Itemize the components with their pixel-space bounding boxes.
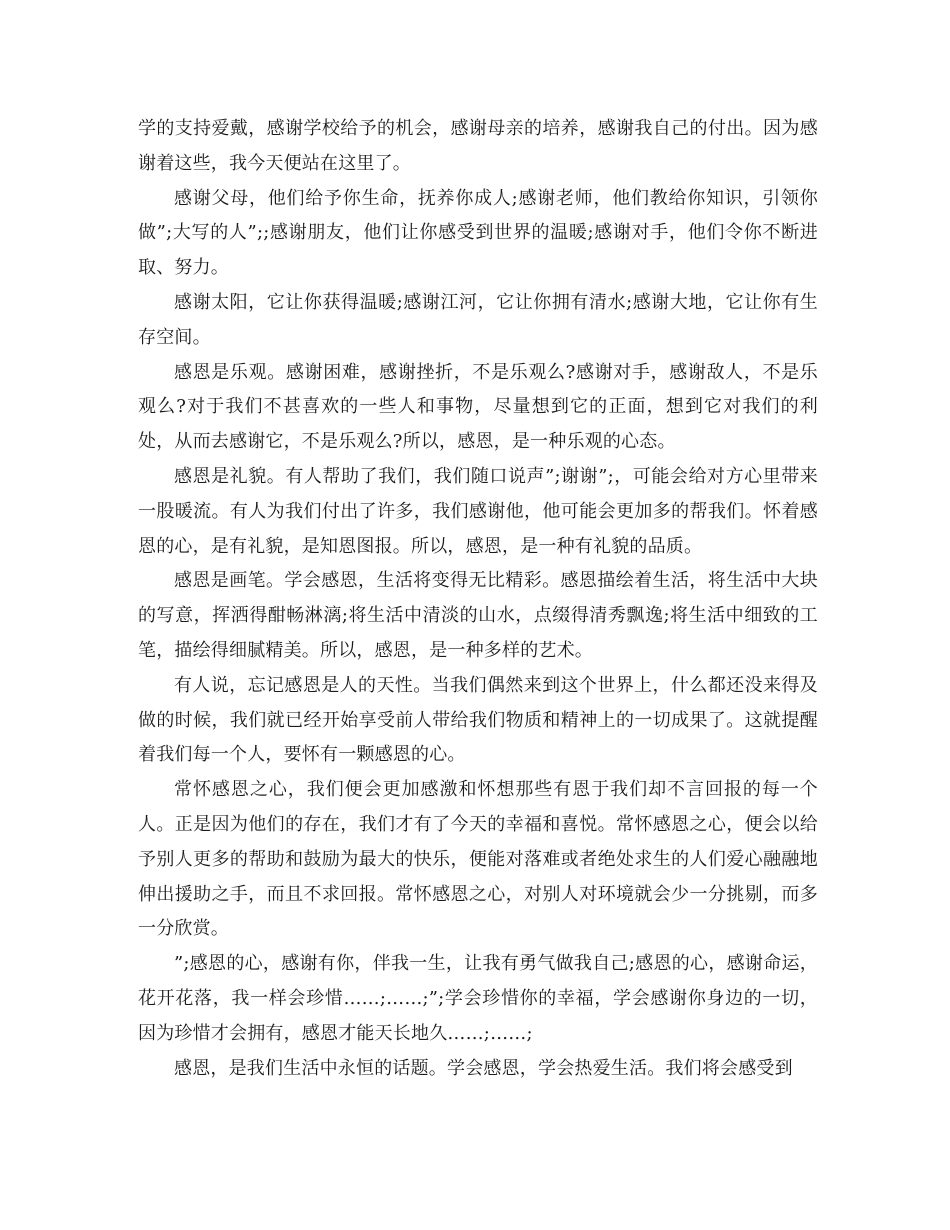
paragraph-7: 有人说，忘记感恩是人的天性。当我们偶然来到这个世界上，什么都还没来得及做的时候，我们就已经开始享受前人带给我们物质和精神上的一切成果了。这就提醒着我们每一个人，要怀有一颗感恩的心。 [138,674,818,766]
paragraph-2: 感谢父母，他们给予你生命，抚养你成人;感谢老师，他们教给你知识，引领你做”;大写的人”;;感谢朋友，他们让你感受到世界的温暖;感谢对手，他们令你不断进取、努力。 [138,187,818,279]
paragraph-6: 感恩是画笔。学会感恩，生活将变得无比精彩。感恩描绘着生活，将生活中大块的写意，挥洒得酣畅淋漓;将生活中清淡的山水，点缀得清秀飘逸;将生活中细致的工笔，描绘得细腻精美。所以，感恩，是一种多样的艺术。 [138,570,818,661]
paragraph-1: 学的支持爱戴，感谢学校给予的机会，感谢母亲的培养，感谢我自己的付出。因为感谢着这些，我今天便站在这里了。 [138,118,818,174]
paragraph-10: 感恩，是我们生活中永恒的话题。学会感恩，学会热爱生活。我们将会感受到 [174,1057,793,1079]
paragraph-4: 感恩是乐观。感谢困难，感谢挫折，不是乐观么?感谢对手，感谢敌人，不是乐观么?对于我们不甚喜欢的一些人和事物，尽量想到它的正面，想到它对我们的利处，从而去感谢它，不是乐观么?所以，感恩，是一种乐观的心态。 [138,361,818,453]
paragraph-9: ”;感恩的心，感谢有你，伴我一生，让我有勇气做我自己;感恩的心，感谢命运，花开花落，我一样会珍惜……;……;”;学会珍惜你的幸福，学会感谢你身边的一切，因为珍惜才会拥有，感恩才能天长地久……;……; [138,953,818,1044]
paragraph-3: 感谢太阳，它让你获得温暖;感谢江河，它让你拥有清水;感谢大地，它让你有生存空间。 [138,291,818,348]
paragraph-5: 感恩是礼貌。有人帮助了我们，我们随口说声”;谢谢”;，可能会给对方心里带来一股暖流。有人为我们付出了许多，我们感谢他，他可能会更加多的帮我们。怀着感恩的心，是有礼貌，是知恩图报。所以，感恩，是一种有礼貌的品质。 [138,465,818,557]
document-body [138,112,818,1086]
paragraph-8: 常怀感恩之心，我们便会更加感激和怀想那些有恩于我们却不言回报的每一个人。正是因为他们的存在，我们才有了今天的幸福和喜悦。常怀感恩之心，便会以给予别人更多的帮助和鼓励为最大的快乐，便能对落难或者绝处求生的人们爱心融融地伸出援助之手，而且不求回报。常怀感恩之心，对别人对环境就会少一分挑剔，而多一分欣赏。 [138,779,818,940]
